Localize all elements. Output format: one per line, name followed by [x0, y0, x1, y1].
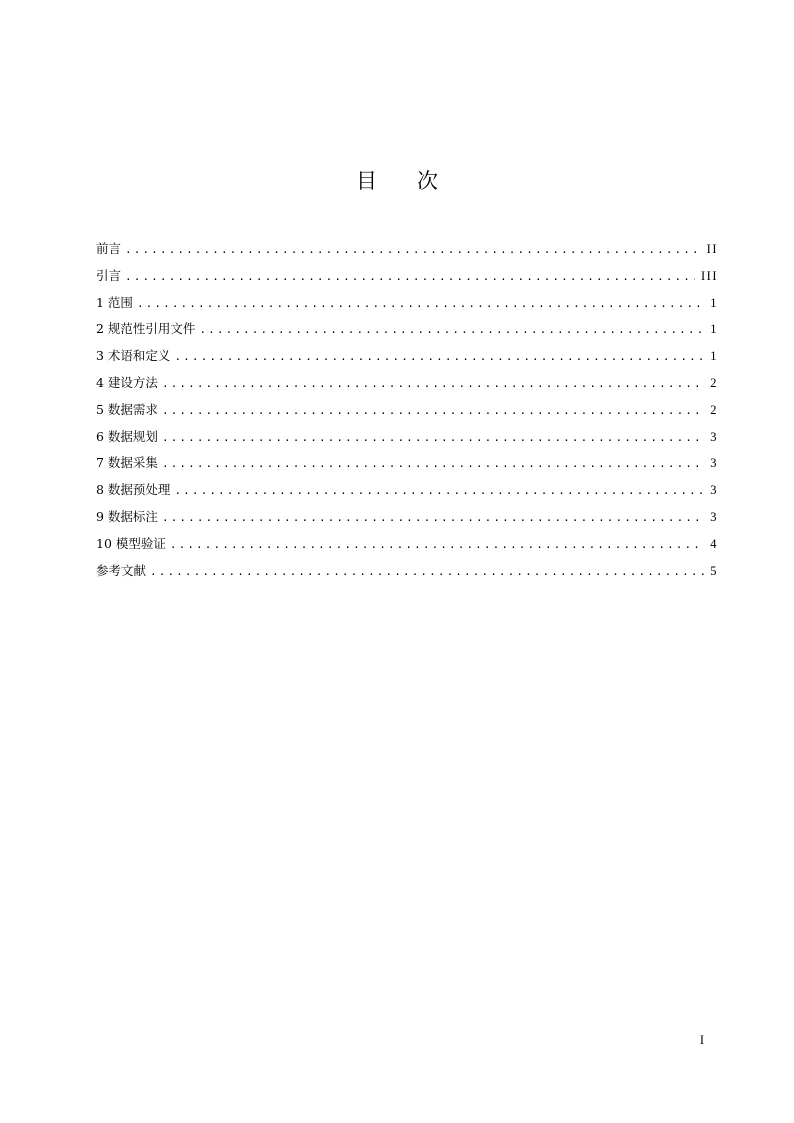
- toc-entry[interactable]: [96, 343, 718, 370]
- toc-entry[interactable]: [96, 531, 718, 558]
- toc-dot-leader: [162, 371, 704, 398]
- toc-entry[interactable]: [96, 558, 718, 585]
- toc-dot-leader: [162, 398, 704, 425]
- toc-dot-leader: [174, 344, 704, 371]
- table-of-contents: [96, 236, 718, 584]
- toc-page-number: 3: [710, 456, 718, 471]
- page-title-char-1: 目: [356, 169, 377, 193]
- toc-page-number: III: [701, 268, 718, 283]
- toc-entry-title: 10 模型验证: [96, 535, 166, 551]
- toc-page-number: 3: [710, 509, 718, 524]
- toc-page-number: 4: [710, 536, 718, 551]
- toc-entry[interactable]: [96, 424, 718, 451]
- toc-dot-leader: [174, 478, 704, 505]
- toc-page-number: 3: [710, 483, 718, 498]
- toc-page-number: 1: [710, 349, 718, 364]
- toc-entry-title: 4 建设方法: [96, 374, 158, 390]
- toc-entry[interactable]: [96, 263, 718, 290]
- toc-page-number: II: [706, 242, 718, 256]
- toc-page-number: 3: [710, 429, 718, 444]
- toc-entry[interactable]: [96, 236, 718, 263]
- toc-entry-title: 7 数据采集: [96, 455, 158, 471]
- toc-entry-title: 5 数据需求: [96, 401, 158, 417]
- toc-entry-title: 1 范围: [96, 294, 133, 310]
- toc-dot-leader: [162, 505, 704, 532]
- toc-page-number: 1: [710, 322, 718, 337]
- toc-entry-title: 引言: [96, 267, 122, 283]
- toc-entry-title: 6 数据规划: [96, 428, 158, 444]
- toc-dot-leader: [125, 237, 701, 264]
- toc-entry[interactable]: [96, 477, 718, 504]
- toc-entry-title: 9 数据标注: [96, 508, 158, 524]
- page-title: [0, 166, 794, 196]
- page-title-char-2: 次: [417, 169, 438, 193]
- toc-page-number: 5: [710, 563, 718, 578]
- toc-entry-title: 8 数据预处理: [96, 482, 171, 498]
- toc-page-number: 1: [710, 295, 718, 310]
- toc-page-number: 2: [710, 402, 718, 417]
- toc-dot-leader: [162, 425, 704, 452]
- toc-entry[interactable]: [96, 290, 718, 317]
- toc-entry[interactable]: [96, 370, 718, 397]
- toc-page-number: 2: [710, 375, 718, 390]
- toc-dot-leader: [137, 291, 704, 318]
- toc-dot-leader: [162, 451, 704, 478]
- toc-entry[interactable]: [96, 450, 718, 477]
- toc-dot-leader: [199, 317, 704, 344]
- toc-entry[interactable]: [96, 504, 718, 531]
- toc-entry[interactable]: [96, 316, 718, 343]
- toc-entry-title: 参考文献: [96, 562, 147, 578]
- toc-dot-leader: [125, 264, 695, 291]
- toc-entry-title: 前言: [96, 241, 122, 256]
- toc-entry-title: 3 术语和定义: [96, 348, 171, 364]
- toc-entry[interactable]: [96, 397, 718, 424]
- toc-dot-leader: [170, 532, 704, 559]
- page-footer-number: I: [699, 1033, 704, 1047]
- toc-entry-title: 2 规范性引用文件: [96, 321, 196, 337]
- toc-dot-leader: [150, 559, 704, 586]
